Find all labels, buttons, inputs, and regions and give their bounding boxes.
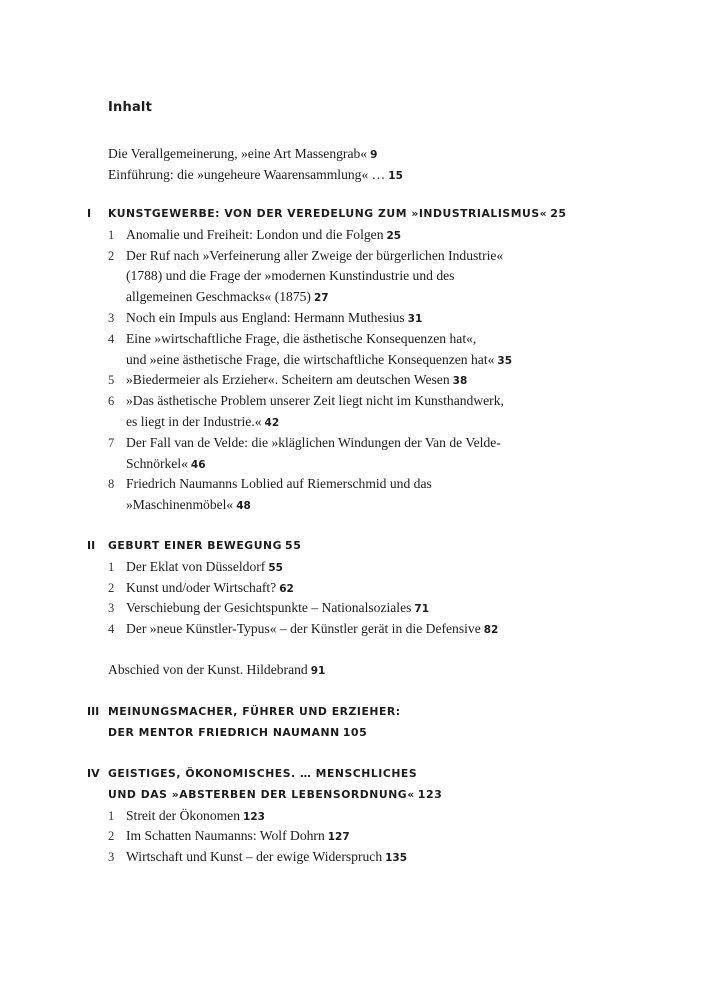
section-entry (126, 619, 498, 640)
page-number: 62 (279, 582, 294, 595)
section-entry (126, 557, 283, 578)
section-entry (126, 350, 512, 371)
section-number: 7 (108, 435, 115, 450)
section-entry (126, 266, 454, 286)
section-entry (126, 495, 251, 516)
chapter-title-text: KUNSTGEWERBE: VON DER VEREDELUNG ZUM »INDUSTRIALISMUS« (108, 207, 548, 220)
section-text: (1788) und die Frage der »modernen Kunstindustrie und des (126, 268, 455, 284)
section-number: 1 (108, 227, 115, 242)
section-number: 6 (108, 394, 115, 409)
chapter-title-text: GEISTIGES, ÖKONOMISCHES. … MENSCHLICHES (108, 767, 418, 780)
intro-entry-text: Einführung: die »ungeheure Waarensammlung« … (108, 167, 386, 182)
chapter-title-text: UND DAS »ABSTERBEN DER LEBENSORDNUNG« (108, 787, 415, 801)
section-number: 2 (108, 580, 115, 595)
page-number: 25 (550, 207, 567, 220)
page-number: 55 (268, 561, 283, 574)
section-text: Streit der Ökonomen (126, 807, 241, 823)
section-number: 3 (108, 311, 115, 325)
section-number: 4 (108, 622, 115, 637)
section-entry (126, 806, 265, 827)
chapter-number: III (87, 705, 100, 718)
section-entry (126, 826, 350, 847)
section-text: Der Fall van de Velde: die »kläglichen Windungen der Van de Velde- (126, 434, 501, 450)
intro-entry-text: Die Verallgemeinerung, »eine Art Massengrab« (108, 146, 368, 161)
chapter-number: II (87, 539, 96, 552)
page-number: 105 (342, 725, 368, 739)
section-number: 2 (108, 829, 115, 844)
section-text: Verschiebung der Gesichtspunkte – Nationalsoziales (126, 600, 412, 616)
page-number: 55 (285, 539, 302, 552)
section-number: 4 (108, 331, 115, 346)
toc-heading: Inhalt (108, 100, 152, 115)
page-number: 42 (264, 417, 280, 429)
page-number: 123 (417, 787, 443, 801)
section-entry (126, 225, 401, 246)
section-text: Der Eklat von Düsseldorf (126, 558, 266, 574)
chapter-number: IV (87, 767, 100, 780)
section-entry (126, 433, 501, 453)
chapter-title (108, 764, 417, 784)
section-text: Der Ruf nach »Verfeinerung aller Zweige der bürgerlichen Industrie« (126, 247, 504, 263)
chapter-title-text: MEINUNGSMACHER, FÜHRER UND ERZIEHER: (108, 705, 401, 718)
section-entry (126, 578, 294, 599)
page-number: 135 (385, 852, 408, 865)
section-text: Kunst und/oder Wirtschaft? (126, 579, 277, 595)
section-entry (126, 391, 504, 411)
section-text: »Das ästhetische Problem unserer Zeit liegt nicht im Kunsthandwerk, (126, 393, 504, 409)
page-number: 9 (370, 149, 378, 161)
chapter-title (108, 536, 301, 556)
chapter-title (108, 702, 401, 722)
chapter-title (108, 204, 567, 224)
section-entry (126, 287, 329, 308)
intro-entry (108, 165, 403, 186)
section-entry (126, 329, 476, 349)
page-number: 91 (310, 665, 326, 677)
chapter-title-text: GEBURT EINER BEWEGUNG (108, 539, 283, 552)
section-text: und »eine ästhetische Frage, die wirtschaftliche Konsequenzen hat« (126, 351, 495, 367)
section-entry (126, 454, 206, 475)
page-number: 35 (497, 354, 513, 367)
section-number: 5 (108, 373, 115, 388)
section-text: Anomalie und Freiheit: London und die Folgen (126, 226, 384, 242)
section-text: Im Schatten Naumanns: Wolf Dohrn (126, 828, 325, 844)
section-text: »Maschinenmöbel« (126, 497, 234, 513)
section-text: »Biedermeier als Erzieher«. Scheitern am deutschen Wesen (126, 372, 450, 388)
section-text: Der »neue Künstler-Typus« – der Künstler gerät in die Defensive (126, 621, 481, 637)
page-number: 31 (407, 313, 423, 325)
section-entry (126, 598, 429, 619)
page-number: 123 (243, 810, 265, 823)
page-number: 25 (386, 229, 402, 242)
page-number: 38 (452, 375, 468, 388)
section-entry (126, 474, 432, 494)
section-text: allgemeinen Geschmacks« (1875) (126, 289, 311, 305)
chapter-title (108, 723, 367, 743)
chapter-coda-text: Abschied von der Kunst. Hildebrand (108, 662, 308, 677)
section-text: es liegt in der Industrie.« (126, 414, 262, 429)
page-number: 46 (190, 458, 206, 471)
section-text: Schnörkel« (126, 455, 188, 471)
page-number: 82 (483, 624, 499, 637)
page-number: 48 (236, 500, 251, 513)
section-number: 1 (108, 559, 115, 574)
section-entry (126, 847, 407, 868)
section-number: 3 (108, 601, 115, 616)
section-number: 3 (108, 850, 115, 865)
chapter-title (108, 785, 442, 805)
section-entry (126, 308, 422, 329)
section-text: Wirtschaft und Kunst – der ewige Widerspruch (126, 849, 383, 865)
page-number: 127 (327, 831, 350, 844)
chapter-number: I (87, 207, 92, 220)
section-entry (126, 370, 467, 391)
chapter-coda-entry (108, 660, 325, 681)
section-number: 2 (108, 248, 115, 263)
section-text: Friedrich Naumanns Loblied auf Riemerschmid und das (126, 476, 432, 492)
section-entry (126, 412, 279, 433)
page-number: 27 (313, 292, 329, 305)
section-text: Eine »wirtschaftliche Frage, die ästhetische Konsequenzen hat«, (126, 330, 477, 346)
page-number: 15 (388, 170, 403, 182)
section-number: 1 (108, 808, 115, 823)
intro-entry (108, 144, 377, 165)
section-text: Noch ein Impuls aus England: Hermann Muthesius (126, 310, 405, 325)
section-entry (126, 246, 503, 266)
page-number: 71 (414, 603, 430, 616)
chapter-title-text: DER MENTOR FRIEDRICH NAUMANN (108, 725, 340, 739)
section-number: 8 (108, 477, 115, 492)
